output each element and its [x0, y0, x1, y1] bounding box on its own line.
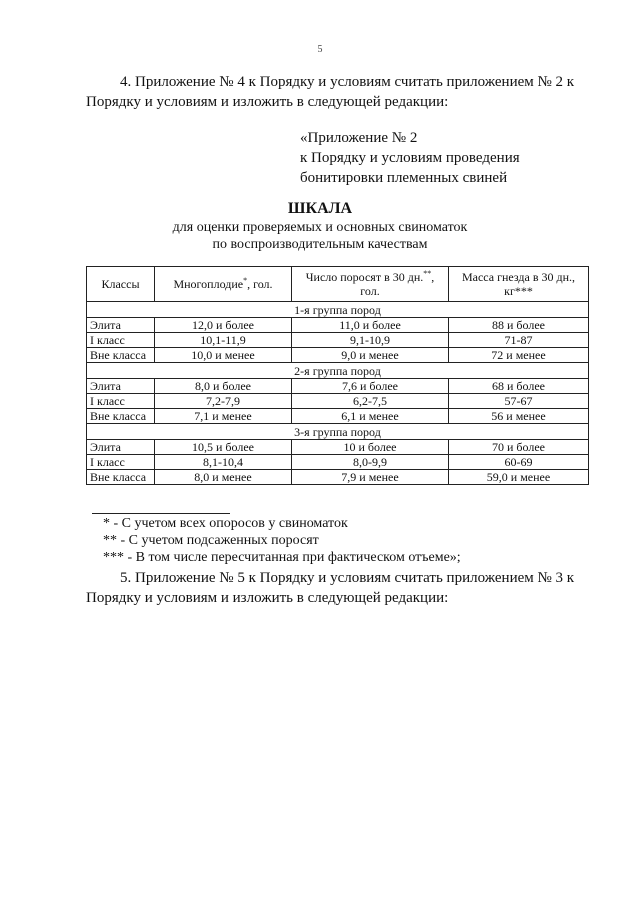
class-cell: Элита [87, 318, 155, 333]
nest-mass-cell: 56 и менее [449, 409, 589, 424]
scale-title: ШКАЛА [287, 200, 353, 217]
piglets-cell: 9,1-10,9 [292, 333, 449, 348]
table-row [87, 379, 589, 394]
class-cell: I класс [87, 455, 155, 470]
group-title: 1-я группа пород [87, 302, 589, 318]
piglets-cell: 10 и более [292, 440, 449, 455]
fertility-cell: 10,1-11,9 [155, 333, 292, 348]
class-cell: Вне класса [87, 348, 155, 363]
piglets-cell: 6,1 и менее [292, 409, 449, 424]
header-piglets-label: Число поросят в 30 дн. [305, 270, 424, 284]
class-cell: I класс [87, 394, 155, 409]
nest-mass-cell: 57-67 [449, 394, 589, 409]
appendix-header-line3: бонитировки племенных свиней [300, 170, 508, 186]
piglets-cell: 7,9 и менее [292, 470, 449, 485]
appendix-header-line2: к Порядку и условиям проведения [300, 150, 520, 166]
table-row [87, 333, 589, 348]
piglets-cell: 9,0 и менее [292, 348, 449, 363]
footnote-divider [92, 513, 230, 514]
paragraph-4 [86, 72, 586, 112]
header-classes: Классы [87, 267, 155, 302]
paragraph-4-line2: Порядку и условиям и изложить в следующей редакции: [86, 94, 449, 110]
class-cell: I класс [87, 333, 155, 348]
header-fertility [155, 267, 292, 302]
header-fertility-mark: * [243, 276, 248, 285]
header-piglets-unit: , гол. [360, 270, 435, 298]
paragraph-4-line1: 4. Приложение № 4 к Порядку и условиям считать приложением № 2 к [120, 74, 575, 90]
fertility-cell: 7,2-7,9 [155, 394, 292, 409]
table-row [87, 455, 589, 470]
class-cell: Элита [87, 379, 155, 394]
header-fertility-unit: , гол. [247, 277, 273, 291]
table-header-row [87, 267, 589, 302]
piglets-cell: 11,0 и более [292, 318, 449, 333]
table-row [87, 318, 589, 333]
scale-subtitle-line2: по воспроизводительным качествам [212, 237, 428, 252]
nest-mass-cell: 68 и более [449, 379, 589, 394]
group-row [87, 302, 589, 318]
paragraph-5 [86, 568, 586, 608]
fertility-cell: 12,0 и более [155, 318, 292, 333]
table-row [87, 348, 589, 363]
group-row [87, 424, 589, 440]
scale-subtitle-line1: для оценки проверяемых и основных свиноматок [172, 220, 468, 235]
fertility-cell: 7,1 и менее [155, 409, 292, 424]
appendix-header-line1: «Приложение № 2 [300, 130, 418, 146]
header-nest-mass: Масса гнезда в 30 дн., кг*** [449, 267, 589, 302]
nest-mass-cell: 88 и более [449, 318, 589, 333]
paragraph-5-line1: 5. Приложение № 5 к Порядку и условиям считать приложением № 3 к [120, 570, 575, 586]
class-cell: Вне класса [87, 409, 155, 424]
nest-mass-cell: 71-87 [449, 333, 589, 348]
table-row [87, 409, 589, 424]
nest-mass-cell: 70 и более [449, 440, 589, 455]
fertility-cell: 10,5 и более [155, 440, 292, 455]
nest-mass-cell: 60-69 [449, 455, 589, 470]
page-number: 5 [317, 44, 323, 55]
paragraph-5-line2: Порядку и условиям и изложить в следующей редакции: [86, 590, 449, 606]
table-row [87, 440, 589, 455]
fertility-cell: 10,0 и менее [155, 348, 292, 363]
appendix-header [300, 128, 520, 188]
footnote-2: ** - С учетом подсаженных поросят [103, 533, 319, 548]
fertility-cell: 8,1-10,4 [155, 455, 292, 470]
piglets-cell: 6,2-7,5 [292, 394, 449, 409]
class-cell: Элита [87, 440, 155, 455]
class-cell: Вне класса [87, 470, 155, 485]
header-fertility-label: Многоплодие [173, 277, 244, 291]
group-title: 3-я группа пород [87, 424, 589, 440]
table-row [87, 470, 589, 485]
group-title: 2-я группа пород [87, 363, 589, 379]
fertility-cell: 8,0 и более [155, 379, 292, 394]
scale-table [86, 266, 589, 485]
footnote-3: *** - В том числе пересчитанная при фактическом отъеме»; [103, 550, 461, 565]
header-piglets [292, 267, 449, 302]
footnote-1: * - С учетом всех опоросов у свиноматок [103, 516, 348, 531]
nest-mass-cell: 59,0 и менее [449, 470, 589, 485]
nest-mass-cell: 72 и менее [449, 348, 589, 363]
piglets-cell: 7,6 и более [292, 379, 449, 394]
fertility-cell: 8,0 и менее [155, 470, 292, 485]
header-piglets-mark: ** [423, 269, 432, 278]
group-row [87, 363, 589, 379]
piglets-cell: 8,0-9,9 [292, 455, 449, 470]
table-row [87, 394, 589, 409]
